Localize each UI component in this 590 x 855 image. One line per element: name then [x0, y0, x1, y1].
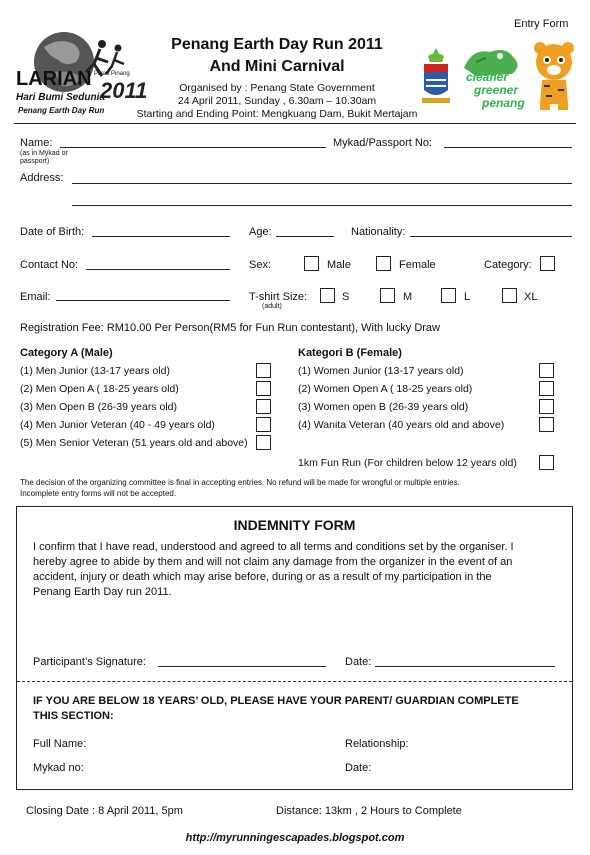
sex-female-checkbox[interactable]: [376, 256, 391, 271]
fun-run-item: 1km Fun Run (For children below 12 years old): [298, 457, 517, 469]
date-label: Date:: [345, 656, 372, 668]
larian-logo: [14, 22, 148, 122]
category-b-title: Kategori B (Female): [298, 347, 402, 359]
dob-label: Date of Birth:: [20, 226, 85, 238]
disclaimer-line-2: Incomplete entry forms will not be accepted.: [20, 489, 177, 498]
date-field[interactable]: [375, 666, 555, 667]
indemnity-para-line-1: I confirm that I have read, understood and agreed to all terms and conditions set by the organiser. I: [33, 541, 514, 553]
tiger-mascot-icon: [528, 40, 580, 117]
email-label: Email:: [20, 291, 51, 303]
mykad-field[interactable]: [444, 147, 572, 148]
entry-form-label: Entry Form: [514, 18, 569, 30]
closing-date: Closing Date : 8 April 2011, 5pm: [26, 805, 183, 817]
category-checkbox[interactable]: [540, 256, 555, 271]
tshirt-m-label: M: [403, 291, 413, 303]
guardian-line-1: IF YOU ARE BELOW 18 YEARS’ OLD, PLEASE HAVE YOUR PARENT/ GUARDIAN COMPLETE: [33, 695, 519, 707]
address-label: Address:: [20, 172, 64, 184]
disclaimer-line-1: The decision of the organizing committee is final in accepting entries. No refund will be made for wrongful or multiple entries.: [20, 478, 460, 487]
age-field[interactable]: [276, 236, 334, 237]
address-field-line-2[interactable]: [72, 205, 572, 206]
cat-a-item-3: (3) Men Open B (26-39 years old): [20, 401, 177, 413]
cat-a-item-2: (2) Men Open A ( 18-25 years old): [20, 383, 179, 395]
cat-b-item-4: (4) Wanita Veteran (40 years old and above): [298, 419, 505, 431]
tshirt-l-label: L: [464, 291, 471, 303]
cat-a-item-3-checkbox[interactable]: [256, 399, 271, 414]
tshirt-l-checkbox[interactable]: [441, 288, 456, 303]
penang-crest-icon: [418, 46, 454, 115]
indemnity-para-line-3: accident, injury or death which may arise before, during or as a result of my participation in the: [33, 571, 492, 583]
cat-b-item-1: (1) Women Junior (13-17 years old): [298, 365, 464, 377]
cat-b-item-3: (3) Women open B (26-39 years old): [298, 401, 469, 413]
sex-male-checkbox[interactable]: [304, 256, 319, 271]
tshirt-s-label: S: [342, 291, 350, 303]
cat-b-item-2: (2) Women Open A ( 18-25 years old): [298, 383, 473, 395]
distance-info: Distance: 13km , 2 Hours to Complete: [276, 805, 462, 817]
dob-field[interactable]: [92, 236, 230, 237]
cat-a-item-5: (5) Men Senior Veteran (51 years old and above): [20, 437, 248, 449]
cgp-greener: greener: [474, 83, 519, 97]
cgp-penang: penang: [482, 96, 525, 110]
header-divider: [14, 123, 576, 124]
tshirt-xl-label: XL: [524, 291, 538, 303]
contact-field[interactable]: [86, 269, 230, 270]
category-label: Category:: [484, 259, 532, 271]
logo-year-text: 2011: [100, 78, 148, 103]
nationality-field[interactable]: [410, 236, 572, 237]
title-line-1: Penang Earth Day Run 2011: [171, 36, 383, 53]
cat-b-item-3-checkbox[interactable]: [539, 399, 554, 414]
cat-a-item-2-checkbox[interactable]: [256, 381, 271, 396]
sex-label: Sex:: [249, 259, 272, 271]
address-field-line-1[interactable]: [72, 183, 572, 184]
title-line-2: And Mini Carnival: [209, 58, 345, 75]
indemnity-para-line-4: Penang Earth Day run 2011.: [33, 586, 172, 598]
female-label: Female: [399, 259, 436, 271]
name-note: (as in Mykad or passport): [20, 150, 68, 165]
signature-label: Participant’s Signature:: [33, 656, 146, 668]
cleaner-greener-penang-logo: [456, 40, 530, 112]
event-date-time: 24 April 2011, Sunday , 6.30am – 10.30am: [177, 95, 377, 107]
fun-run-checkbox[interactable]: [539, 455, 554, 470]
cgp-cleaner: cleaner: [466, 70, 509, 84]
nationality-label: Nationality:: [351, 226, 406, 238]
logo-pulau-text: Pulau Pinang: [94, 71, 130, 77]
blog-url[interactable]: http://myrunningescapades.blogspot.com: [185, 832, 405, 844]
guardian-date-label: Date:: [345, 762, 372, 774]
cat-a-item-4-checkbox[interactable]: [256, 417, 271, 432]
cat-b-item-4-checkbox[interactable]: [539, 417, 554, 432]
signature-field[interactable]: [158, 666, 326, 667]
cat-a-item-1-checkbox[interactable]: [256, 363, 271, 378]
logo-sub-text: Penang Earth Day Run: [18, 106, 105, 115]
guardian-relationship-label: Relationship:: [345, 738, 409, 750]
cat-b-item-1-checkbox[interactable]: [539, 363, 554, 378]
male-label: Male: [327, 259, 351, 271]
cat-a-item-4: (4) Men Junior Veteran (40 - 49 years old): [20, 419, 215, 431]
event-venue: Starting and Ending Point: Mengkuang Dam, Bukit Mertajam: [136, 108, 418, 120]
tshirt-label: T-shirt Size:: [249, 291, 308, 303]
guardian-mykad-label: Mykad no:: [33, 762, 84, 774]
tshirt-xl-checkbox[interactable]: [502, 288, 517, 303]
cat-b-item-2-checkbox[interactable]: [539, 381, 554, 396]
age-label: Age:: [249, 226, 272, 238]
mykad-label: Mykad/Passport No:: [333, 137, 433, 149]
cat-a-item-5-checkbox[interactable]: [256, 435, 271, 450]
guardian-line-2: THIS SECTION:: [33, 710, 114, 722]
dashed-divider: [17, 681, 572, 682]
contact-label: Contact No:: [20, 259, 79, 271]
guardian-fullname-label: Full Name:: [33, 738, 87, 750]
registration-fee: Registration Fee: RM10.00 Per Person(RM5 for Fun Run contestant), With lucky Draw: [20, 322, 440, 334]
adult-note: (adult): [262, 303, 282, 310]
name-label: Name:: [20, 137, 53, 149]
category-a-title: Category A (Male): [20, 347, 113, 359]
name-field[interactable]: [60, 147, 326, 148]
tshirt-m-checkbox[interactable]: [380, 288, 395, 303]
logo-hari-text: Hari Bumi Sedunia: [16, 92, 105, 103]
indemnity-para-line-2: hereby agree to abide by them and will not claim any damage from the organizer in the event of an: [33, 556, 513, 568]
cat-a-item-1: (1) Men Junior (13-17 years old): [20, 365, 170, 377]
email-field[interactable]: [56, 300, 230, 301]
logo-larian-text: LARIAN: [16, 68, 92, 90]
organised-by: Organised by : Penang State Government: [179, 82, 375, 94]
tshirt-s-checkbox[interactable]: [320, 288, 335, 303]
indemnity-title: INDEMNITY FORM: [233, 517, 356, 533]
